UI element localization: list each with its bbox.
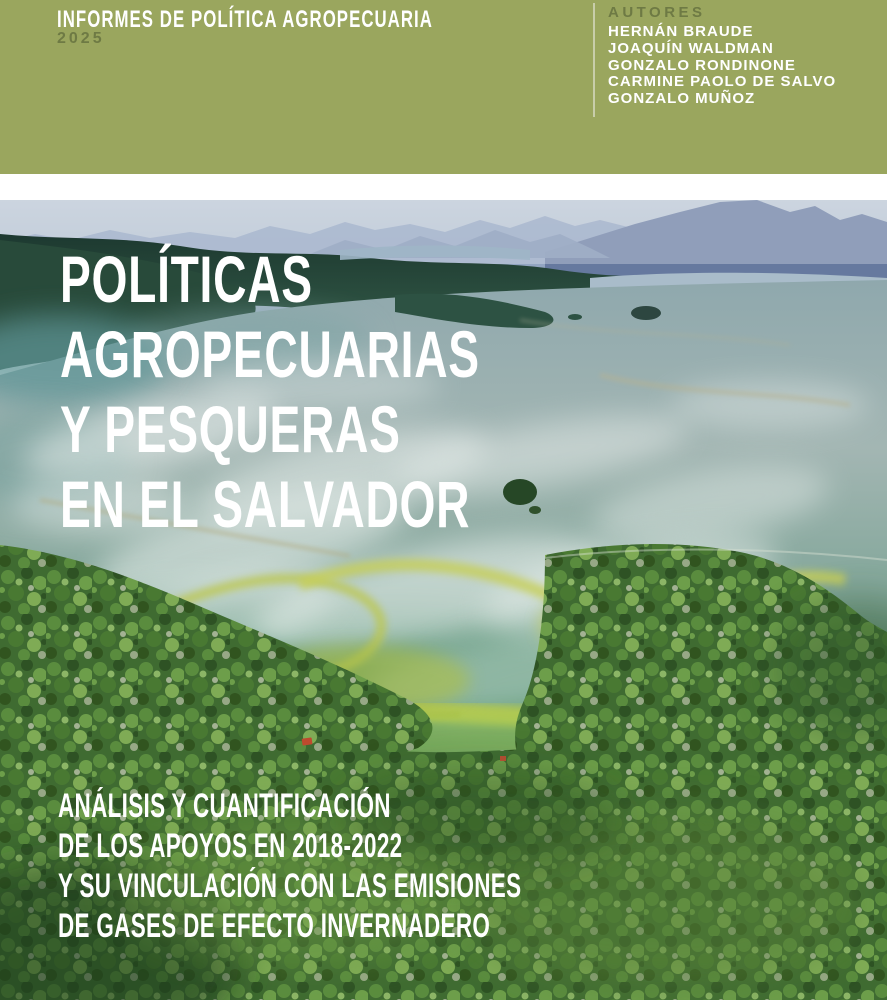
cover-subtitle-line: ANÁLISIS Y CUANTIFICACIÓN (58, 787, 391, 825)
series-title: INFORMES DE POLÍTICA AGROPECUARIA (57, 6, 433, 33)
authors-label: AUTORES (608, 4, 706, 21)
cover-title-line: Y PESQUERAS (60, 392, 401, 466)
cover-title-line: EN EL SALVADOR (60, 467, 471, 541)
cover-subtitle-line: Y SU VINCULACIÓN CON LAS EMISIONES (58, 867, 522, 905)
author-name: CARMINE PAOLO DE SALVO (608, 73, 837, 91)
cover-title-line: POLÍTICAS (60, 242, 313, 316)
author-name: GONZALO RONDINONE (608, 56, 796, 74)
cover-subtitle-line: DE GASES DE EFECTO INVERNADERO (58, 907, 491, 945)
cover-subtitle (58, 786, 760, 946)
cover-title (60, 242, 660, 542)
authors-divider-line (593, 3, 595, 117)
cover-title-line: AGROPECUARIAS (60, 317, 480, 391)
author-name: HERNÁN BRAUDE (608, 23, 754, 40)
author-name: GONZALO MUÑOZ (608, 90, 756, 108)
author-name: JOAQUÍN WALDMAN (608, 39, 774, 57)
authors-list (608, 24, 836, 108)
cover-subtitle-line: DE LOS APOYOS EN 2018-2022 (58, 827, 403, 865)
top-banner (0, 0, 887, 174)
series-year: 2025 (57, 30, 105, 47)
